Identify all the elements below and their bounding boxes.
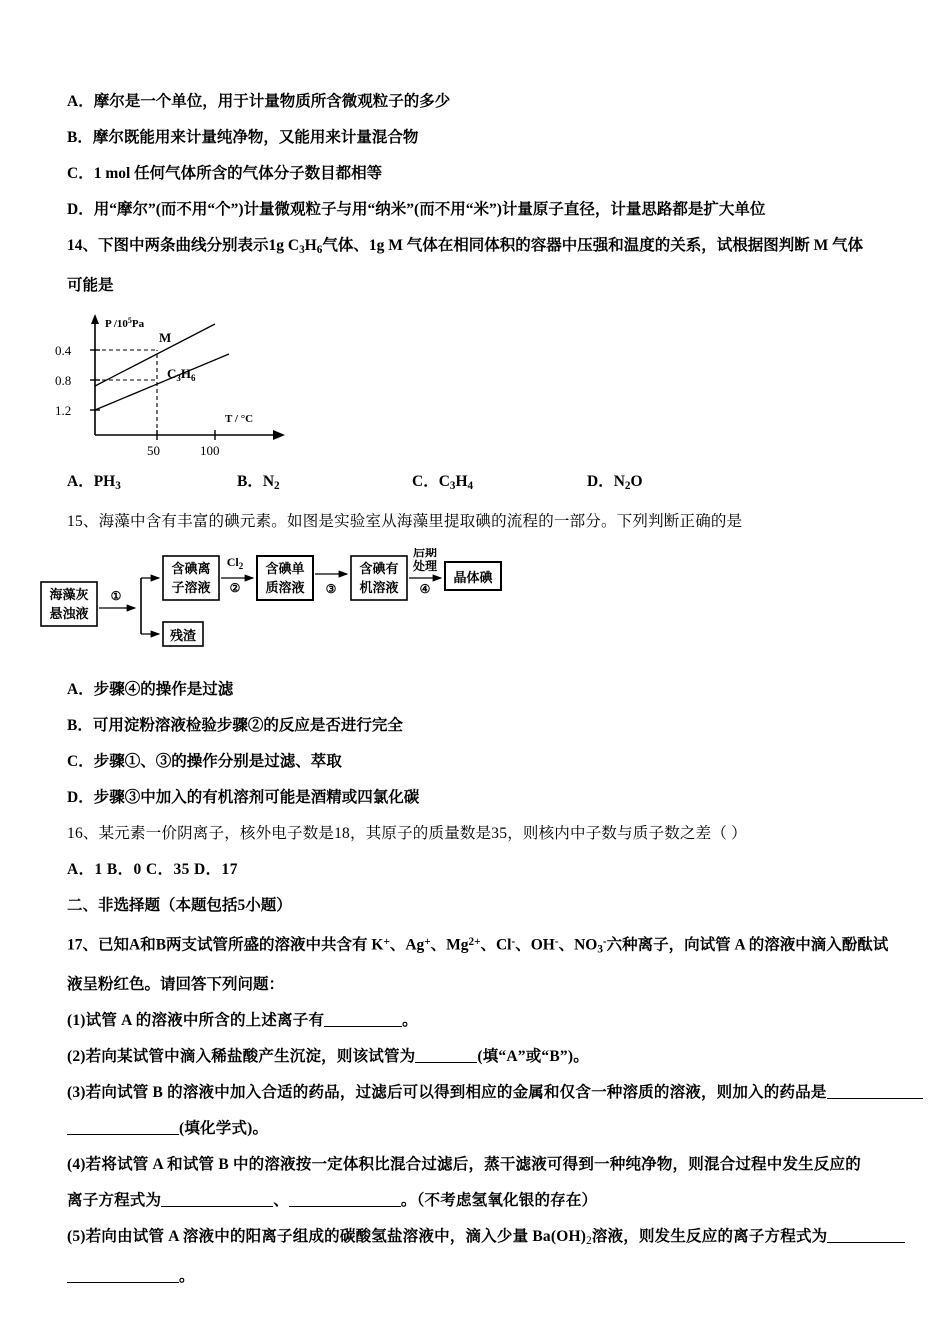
q17-stem-line1	[67, 924, 923, 967]
flow-box-iodide-line2: 子溶液	[171, 579, 211, 595]
q15-option-d-text: 步骤③中加入的有机溶剂可能是酒精或四氯化碳	[93, 788, 420, 806]
q16-answer-paren: （ ）	[711, 824, 747, 842]
q17-sub3-hint: (填化学式)。	[179, 1120, 269, 1138]
q13-option-c-label: C．	[67, 165, 94, 182]
q17-sub1-blank[interactable]	[324, 1026, 402, 1027]
q15-iodine-extraction-flowchart	[35, 548, 923, 652]
q17-sub2-blank[interactable]	[415, 1062, 477, 1063]
q17-stem-f: 、NO	[558, 936, 598, 954]
q17-sub-5-line2	[67, 1259, 923, 1295]
q14-stem-part-c: 气体、1g M 气体在相同体积的容器中压强和温度的关系，试根据图判断 M 气体	[322, 237, 864, 254]
page-content	[49, 84, 923, 1295]
q17-ion-ag-charge: +	[424, 935, 431, 948]
q14-stem-line2-text: 可能是	[67, 276, 114, 294]
q17-sub4-separator: 、	[273, 1192, 289, 1210]
q16-stem-text: 某元素一价阴离子，核外电子数是18，其原子的质量数是35，则核内中子数与质子数之差	[98, 824, 712, 842]
q17-stem-a: 已知A和B两支试管所盛的溶液中共含有 K	[98, 936, 384, 954]
q13-option-c	[67, 156, 923, 192]
q17-sub-4-line1	[67, 1147, 923, 1183]
q17-sub-3-line1	[67, 1075, 923, 1111]
series-label-C3H6: $C_3H_6$	[167, 365, 196, 383]
q17-sub4-text: (4)若将试管 A 和试管 B 中的溶液按一定体积比混合过滤后，蒸干滤液可得到一种纯净物，则混合过程中发生反应的	[67, 1156, 861, 1174]
q17-ion-cl-charge: -	[511, 935, 516, 948]
q14-option-d-label: D．	[587, 472, 614, 490]
q17-stem-c: 、Mg	[430, 936, 469, 954]
q15-option-b	[67, 708, 923, 744]
q16-options-line: A．1 B．0 C．35 D．17	[67, 860, 238, 878]
q14-stem-sub-3: 3	[299, 243, 305, 256]
flow-box-residue-label: 残渣	[169, 627, 197, 643]
q15-option-c-text: 步骤①、③的操作分别是过滤、萃取	[93, 752, 342, 770]
series-line-M	[95, 324, 215, 386]
series-label-M: M	[159, 329, 172, 345]
q13-option-d	[67, 192, 923, 228]
flow-step-3-label: ③	[325, 581, 337, 596]
q14-stem-sub-6: 6	[316, 243, 323, 256]
q14-option-a	[67, 464, 237, 504]
x-tick-label-100: 100	[200, 442, 220, 458]
flow-box-iodine-line1: 含碘单	[265, 560, 305, 576]
flow-step-4-label: ④	[419, 581, 431, 596]
q13-option-b	[67, 120, 923, 156]
q17-sub-1	[67, 1003, 923, 1039]
q14-option-a-formula: $PH_3$	[93, 472, 121, 492]
q14-option-a-label: A．	[67, 472, 94, 490]
q15-option-b-label: B．	[67, 716, 93, 734]
q14-stem-part-b: H	[304, 237, 317, 254]
flow-box-iodine-line2: 质溶液	[265, 579, 305, 595]
q14-option-b-formula: $N_2$	[262, 472, 280, 492]
q17-sub3-text: (3)若向试管 B 的溶液中加入合适的药品，过滤后可以得到相应的金属和仅含一种溶质的溶液，则加入的药品是	[67, 1084, 827, 1102]
q17-sub-5-line1	[67, 1219, 923, 1259]
y-axis-title: P $/10^5Pa$	[105, 315, 145, 330]
flow-reagent-cl2: $Cl_2$	[226, 554, 244, 571]
x-axis-title: T / °C	[225, 412, 254, 425]
q15-option-b-text: 可用淀粉溶液检验步骤②的反应是否进行完全	[92, 716, 403, 734]
q17-ion-no3-sub: 3	[597, 943, 603, 956]
q17-ion-oh-charge: -	[554, 935, 559, 948]
q14-option-c-label: C．	[412, 472, 439, 490]
q15-option-d	[67, 780, 923, 816]
pressure-temperature-chart-svg	[37, 310, 337, 462]
flow-box-organic-line2: 机溶液	[359, 579, 399, 595]
q15-number: 15、	[67, 512, 99, 530]
q14-option-c-formula: $C_3H_4$	[438, 472, 474, 492]
q17-sub-4-line2	[67, 1183, 923, 1219]
q17-ion-no3-charge: -	[602, 935, 607, 948]
flow-step-2-label: ②	[229, 580, 241, 595]
q14-option-b	[237, 464, 412, 504]
q14-option-d-formula: $N_2O$	[613, 472, 643, 492]
q15-option-d-label: D．	[67, 788, 94, 806]
q14-options-row	[67, 464, 923, 504]
q13-option-c-text: 1 mol 任何气体所含的气体分子数目都相等	[93, 165, 383, 182]
q17-sub5-text-b: 溶液，则发生反应的离子方程式为	[591, 1228, 828, 1246]
q17-sub3-blank-1[interactable]	[827, 1098, 923, 1099]
q15-option-c	[67, 744, 923, 780]
q16-number: 16、	[67, 824, 99, 842]
flow-step-1-label: ①	[110, 588, 122, 603]
flow-box-seaweed-ash-line1: 海藻灰	[49, 586, 89, 602]
q14-option-d	[587, 464, 643, 504]
q14-option-b-label: B．	[237, 472, 263, 490]
q17-sub5-baoh2-sub: 2	[586, 1234, 592, 1247]
q17-ion-k-charge: +	[383, 935, 390, 948]
q17-sub3-blank-2[interactable]	[67, 1134, 179, 1135]
q17-stem-g: 六种离子，向试管 A 的溶液中滴入酚酞试	[606, 936, 889, 954]
q17-sub1-period: 。	[402, 1012, 418, 1030]
q17-stem-e: 、OH	[515, 936, 555, 954]
q14-pressure-temperature-graph	[37, 310, 923, 462]
q14-option-c	[412, 464, 587, 504]
flow-postprocess-line2: 处理	[412, 558, 438, 573]
q14-stem-line2	[67, 268, 923, 304]
q17-ion-mg-charge: 2+	[468, 935, 481, 948]
q17-sub5-blank-2[interactable]	[67, 1282, 179, 1283]
q14-number: 14、	[67, 237, 99, 254]
q17-stem-b: 、Ag	[389, 936, 425, 954]
section-2-heading: 二、非选择题（本题包括5小题）	[67, 896, 292, 914]
q17-sub5-period: 。	[179, 1267, 195, 1285]
q13-option-b-text: 摩尔既能用来计量纯净物，又能用来计量混合物	[92, 129, 419, 146]
q17-sub2-text: (2)若向某试管中滴入稀盐酸产生沉淀，则该试管为	[67, 1048, 416, 1066]
q17-sub4-blank-2[interactable]	[289, 1206, 401, 1207]
q17-sub5-text-a: (5)若向由试管 A 溶液中的阳离子组成的碳酸氢盐溶液中，滴入少量 Ba(OH)	[67, 1228, 587, 1246]
q14-stem-part-a: 下图中两条曲线分别表示1g C	[98, 237, 300, 254]
flow-box-crystal-iodine-label: 晶体碘	[453, 569, 493, 585]
q16-stem	[67, 816, 923, 852]
iodine-flow-svg	[35, 548, 505, 652]
y-tick-label-0-4: 1.2	[55, 402, 72, 418]
q17-sub1-text: (1)试管 A 的溶液中所含的上述离子有	[67, 1012, 325, 1030]
q14-stem-line1	[67, 228, 923, 268]
flow-postprocess-line1: 后期	[412, 547, 438, 559]
flow-box-seaweed-ash-line2: 悬浊液	[49, 605, 89, 621]
q17-sub2-hint: (填“A”或“B”)。	[477, 1048, 589, 1066]
q15-stem-text: 海藻中含有丰富的碘元素。如图是实验室从海藻里提取碘的流程的一部分。下列判断正确的是	[98, 512, 743, 530]
y-tick-label-0-8: 0.8	[55, 372, 72, 388]
q13-option-d-text: 用“摩尔”(而不用“个”)计量微观粒子与用“纳米”(而不用“米”)计量原子直径，计量思路都是扩大单位	[93, 201, 766, 218]
q17-stem-line2: 液呈粉红色。请回答下列问题：	[67, 976, 285, 994]
y-tick-label-1-2: 0.4	[55, 342, 72, 358]
q15-option-a	[67, 672, 923, 708]
q17-number: 17、	[67, 936, 99, 954]
q13-option-d-label: D．	[67, 201, 94, 218]
flow-box-organic-line1: 含碘有	[359, 560, 399, 576]
q17-stem-d: 、Cl	[480, 936, 512, 954]
q15-option-c-label: C．	[67, 752, 94, 770]
q13-option-a	[67, 84, 923, 120]
q13-option-a-text: 摩尔是一个单位，用于计量物质所含微观粒子的多少	[93, 93, 451, 110]
x-tick-label-50: 50	[147, 442, 160, 458]
q17-sub4-lead: 离子方程式为	[67, 1192, 162, 1210]
q17-sub-2	[67, 1039, 923, 1075]
x-axis-arrow	[273, 430, 285, 440]
q15-stem	[67, 504, 923, 540]
q17-sub-3-line2	[67, 1111, 923, 1147]
q15-option-a-label: A．	[67, 680, 94, 698]
q17-sub4-note: 。（不考虑氢氧化银的存在）	[400, 1192, 598, 1210]
q17-sub5-blank-1[interactable]	[827, 1242, 905, 1243]
q13-option-b-label: B．	[67, 129, 93, 146]
q15-option-a-text: 步骤④的操作是过滤	[93, 680, 234, 698]
q17-sub4-blank-1[interactable]	[161, 1206, 273, 1207]
flow-box-iodide-line1: 含碘离	[171, 560, 211, 576]
q13-option-a-label: A．	[67, 93, 94, 110]
y-axis-arrow	[91, 314, 99, 324]
series-line-C3H6	[95, 354, 229, 410]
